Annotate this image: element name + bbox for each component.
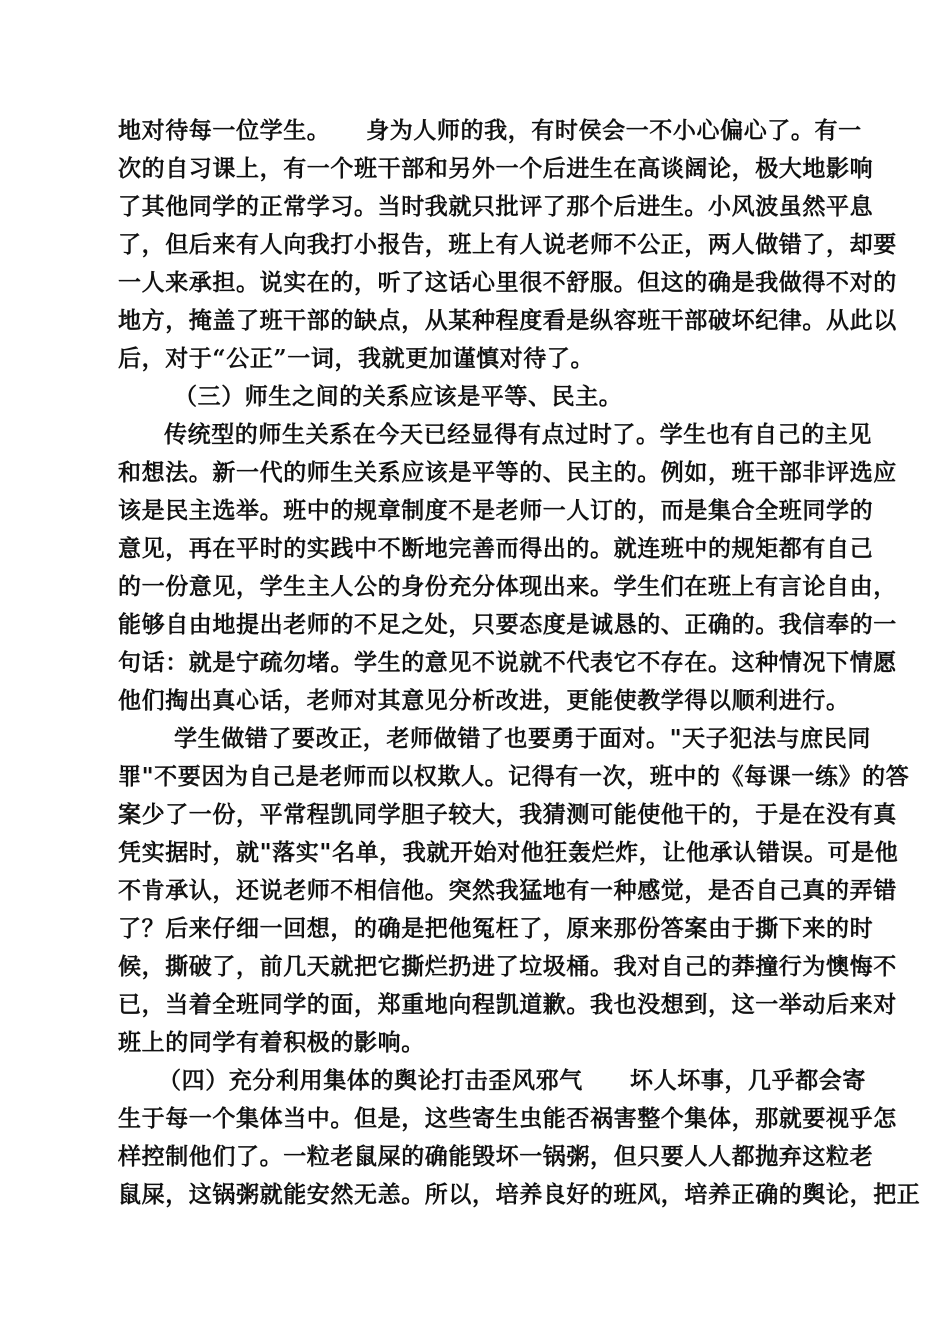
text-line: 已，当着全班同学的面，郑重地向程凯道歉。我也没想到，这一举动后来对 — [118, 991, 897, 1018]
text-line: 地对待每一位学生。 身为人师的我，有时侯会一不小心偏心了。有一 — [118, 117, 862, 144]
text-line: 了？后来仔细一回想，的确是把他冤枉了，原来那份答案由于撕下来的时 — [118, 915, 874, 942]
text-line: 的一份意见，学生主人公的身份充分体现出来。学生们在班上有言论自由， — [118, 573, 897, 600]
text-line: 意见，再在平时的实践中不断地完善而得出的。就连班中的规矩都有自己 — [118, 535, 874, 562]
text-line: 句话：就是宁疏勿堵。学生的意见不说就不代表它不存在。这种情况下情愿 — [118, 649, 897, 676]
text-line: 次的自习课上，有一个班干部和另外一个后进生在高谈阔论，极大地影响 — [118, 155, 874, 182]
text-line: 传统型的师生关系在今天已经显得有点过时了。学生也有自己的主见 — [164, 421, 872, 448]
text-line: 和想法。新一代的师生关系应该是平等的、民主的。例如，班干部非评选应 — [118, 459, 897, 486]
text-line: 一人来承担。说实在的，听了这话心里很不舒服。但这的确是我做得不对的 — [118, 269, 897, 296]
text-line: 了，但后来有人向我打小报告，班上有人说老师不公正，两人做错了，却要 — [118, 231, 897, 258]
document-body — [118, 112, 921, 1214]
text-line: 班上的同学有着积极的影响。 — [118, 1029, 425, 1056]
text-line: 后，对于“公正”一词，我就更加谨慎对待了。 — [118, 345, 595, 372]
text-line: 他们掏出真心话，老师对其意见分析改进，更能使教学得以顺利进行。 — [118, 687, 850, 714]
text-line: 生于每一个集体当中。但是，这些寄生虫能否祸害整个集体，那就要视乎怎 — [118, 1105, 897, 1132]
text-line: 罪"不要因为自己是老师而以权欺人。记得有一次，班中的《每课一练》的答 — [118, 763, 910, 790]
text-line: 不肯承认，还说老师不相信他。突然我猛地有一种感觉，是否自己真的弄错 — [118, 877, 897, 904]
text-line: 该是民主选举。班中的规章制度不是老师一人订的，而是集合全班同学的 — [118, 497, 874, 524]
text-line: 样控制他们了。一粒老鼠屎的确能毁坏一锅粥，但只要人人都抛弃这粒老 — [118, 1143, 874, 1170]
section-heading: （三）师生之间的关系应该是平等、民主。 — [174, 383, 623, 410]
text-line: 能够自由地提出老师的不足之处，只要态度是诚恳的、正确的。我信奉的一 — [118, 611, 897, 638]
section-heading: （四）充分利用集体的舆论打击歪风邪气 坏人坏事，几乎都会寄 — [158, 1067, 866, 1094]
text-line: 凭实据时，就"落实"名单，我就开始对他狂轰烂炸，让他承认错误。可是他 — [118, 839, 899, 866]
text-line: 候，撕破了，前几天就把它撕烂扔进了垃圾桶。我对自己的莽撞行为懊悔不 — [118, 953, 897, 980]
text-line: 学生做错了要改正，老师做错了也要勇于面对。"天子犯法与庶民同 — [174, 725, 871, 752]
text-line: 案少了一份，平常程凯同学胆子较大，我猜测可能使他干的，于是在没有真 — [118, 801, 897, 828]
text-line: 鼠屎，这锅粥就能安然无恙。所以，培养良好的班风，培养正确的舆论，把正 — [118, 1181, 921, 1208]
text-line: 了其他同学的正常学习。当时我就只批评了那个后进生。小风波虽然平息 — [118, 193, 874, 220]
text-line: 地方，掩盖了班干部的缺点，从某种程度看是纵容班干部破坏纪律。从此以 — [118, 307, 897, 334]
